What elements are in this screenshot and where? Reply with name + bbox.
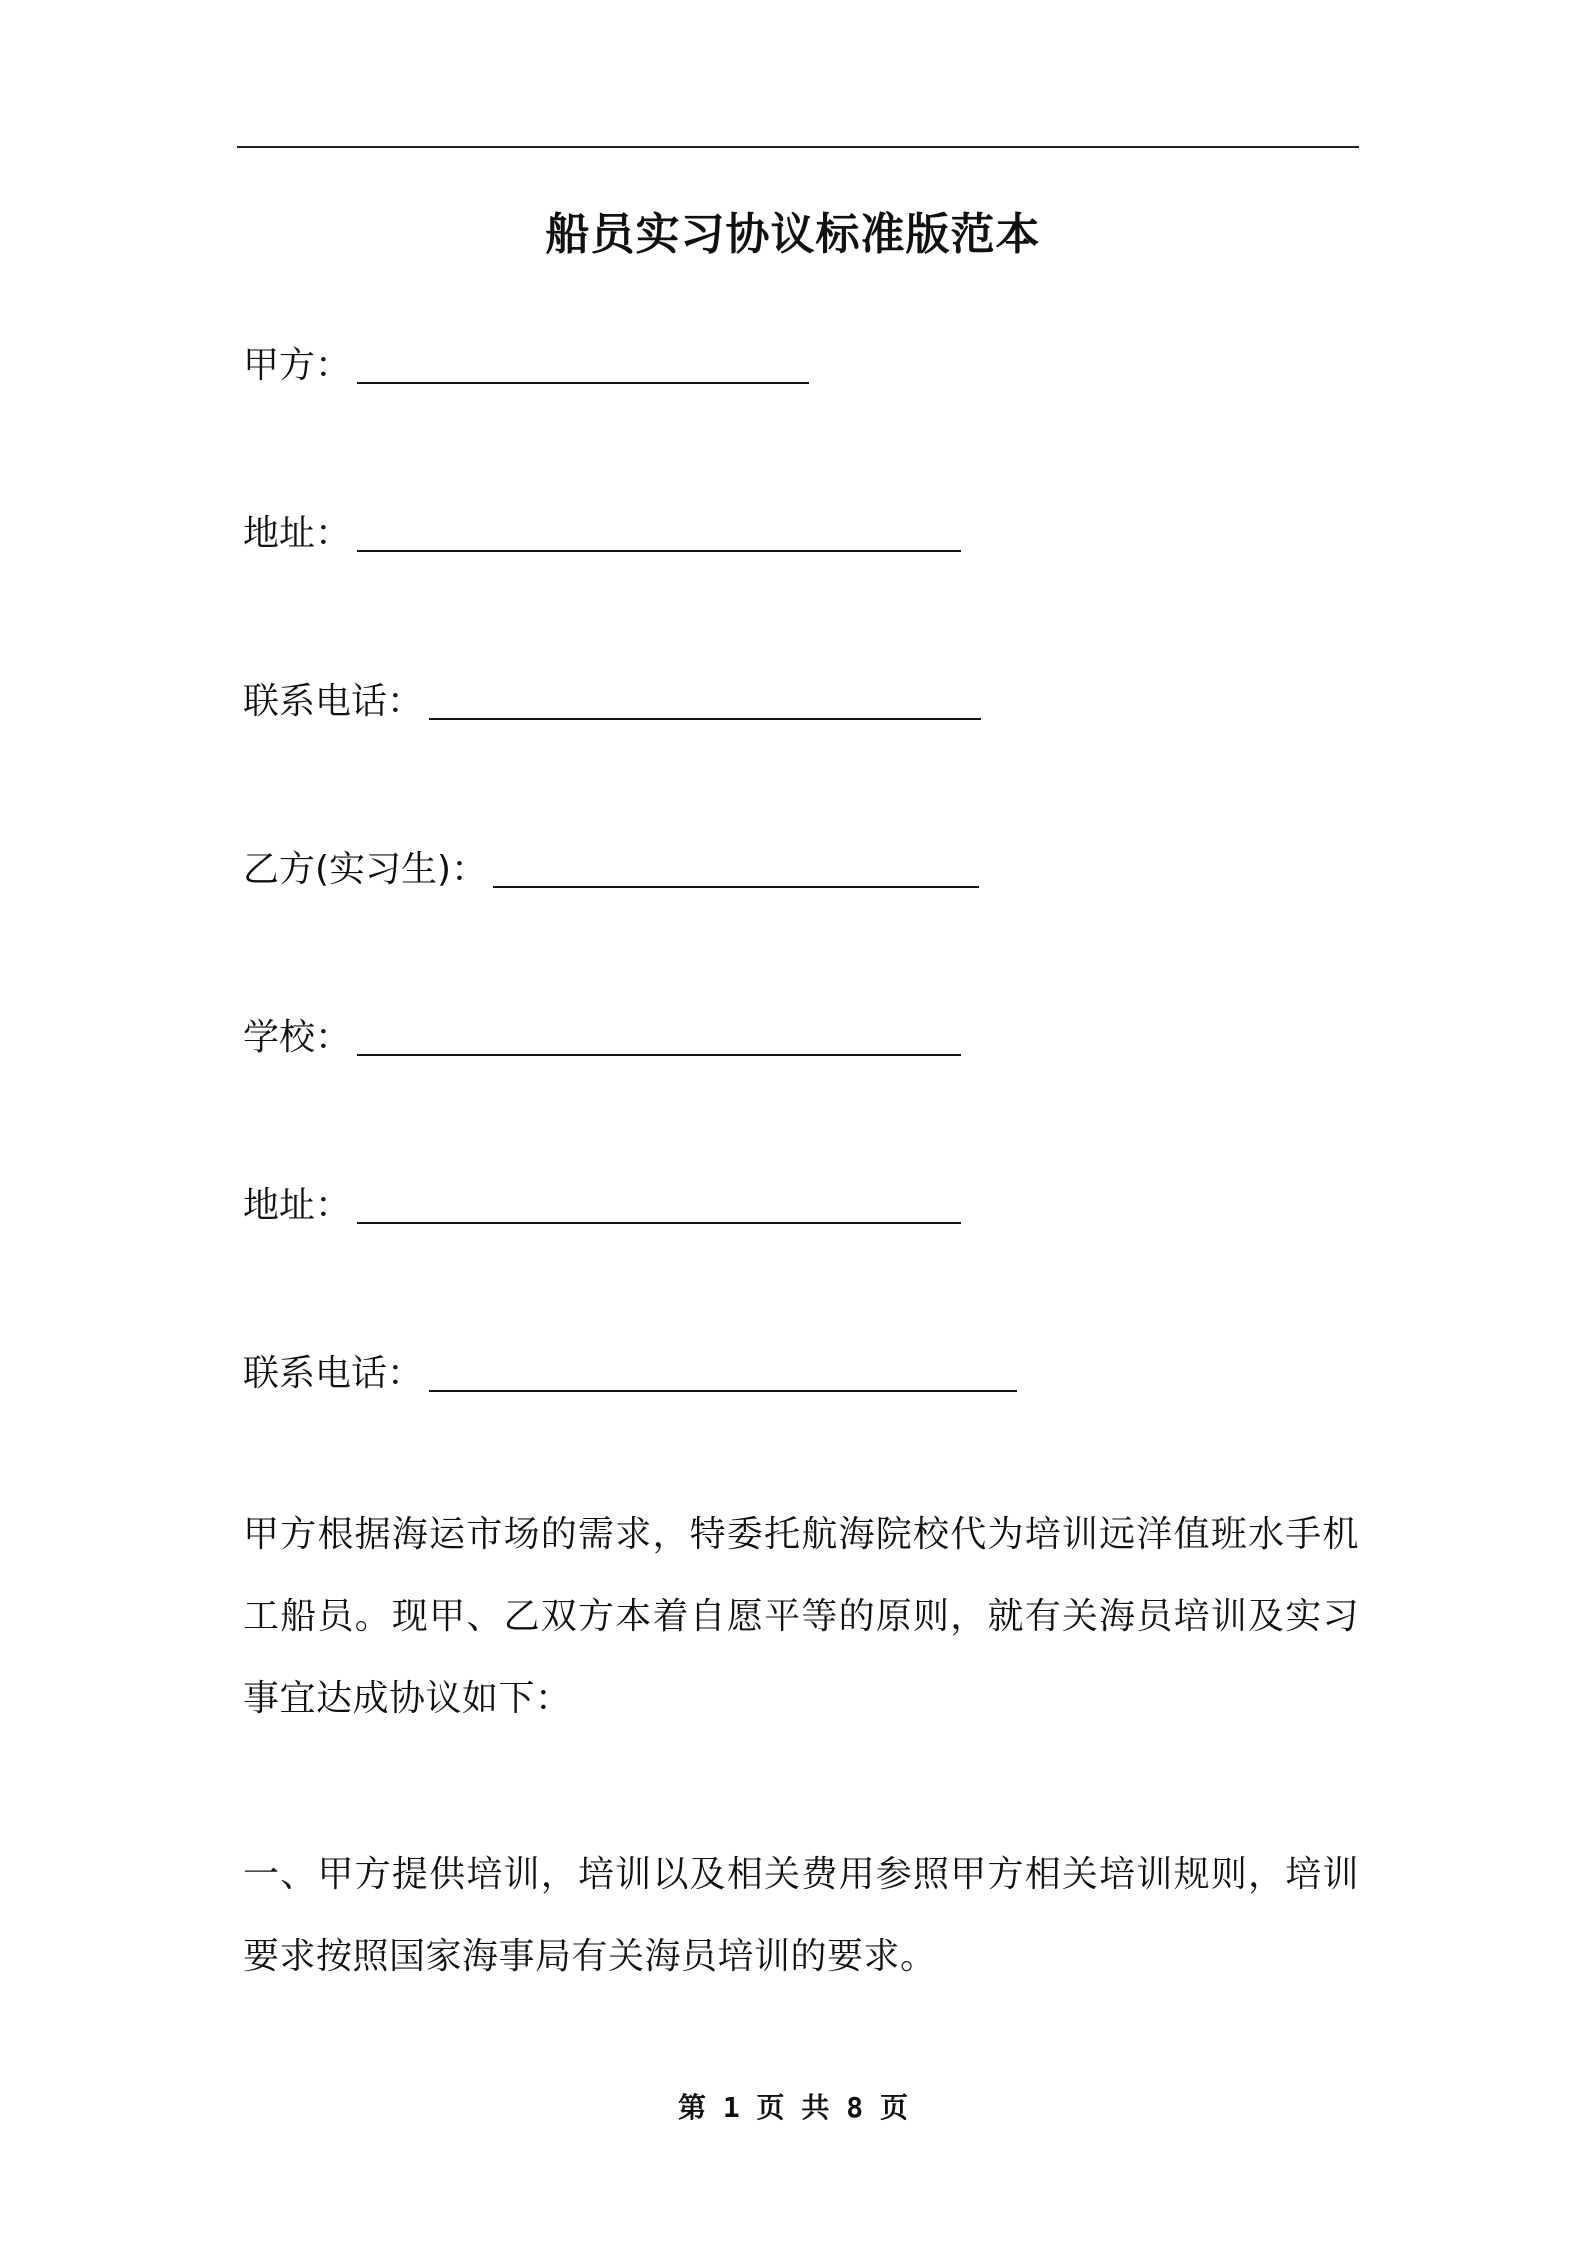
- blank-line[interactable]: [429, 1346, 1017, 1392]
- field-label: 地址：: [243, 1185, 352, 1226]
- page-number-footer: 第 1 页 共 8 页: [677, 2091, 908, 2124]
- blank-line[interactable]: [357, 1010, 961, 1056]
- field-party-a-phone: [243, 670, 981, 726]
- document-title: 船员实习协议标准版范本: [545, 209, 1041, 260]
- clause-1-paragraph: 一、甲方提供培训，培训以及相关费用参照甲方相关培训规则，培训要求按照国家海事局有关海员培训的要求。: [243, 1854, 1359, 1977]
- field-party-a: [243, 334, 809, 390]
- blank-line[interactable]: [493, 842, 979, 888]
- blank-line[interactable]: [429, 674, 981, 720]
- field-party-a-address: [243, 502, 961, 558]
- blank-line[interactable]: [357, 1178, 961, 1224]
- field-label: 乙方(实习生)：: [243, 849, 488, 890]
- field-label: 联系电话：: [243, 681, 424, 722]
- field-party-b-intern: [243, 838, 979, 894]
- intro-paragraph: 甲方根据海运市场的需求，特委托航海院校代为培训远洋值班水手机工船员。现甲、乙双方本着自愿平等的原则，就有关海员培训及实习事宜达成协议如下：: [243, 1514, 1359, 1719]
- field-label: 甲方：: [243, 345, 352, 386]
- field-label: 学校：: [243, 1017, 352, 1058]
- field-label: 联系电话：: [243, 1353, 424, 1394]
- blank-line[interactable]: [357, 338, 809, 384]
- field-school-address: [243, 1174, 961, 1230]
- header-rule: [237, 146, 1359, 148]
- field-label: 地址：: [243, 513, 352, 554]
- field-school: [243, 1006, 961, 1062]
- blank-line[interactable]: [357, 506, 961, 552]
- field-school-phone: [243, 1342, 1017, 1398]
